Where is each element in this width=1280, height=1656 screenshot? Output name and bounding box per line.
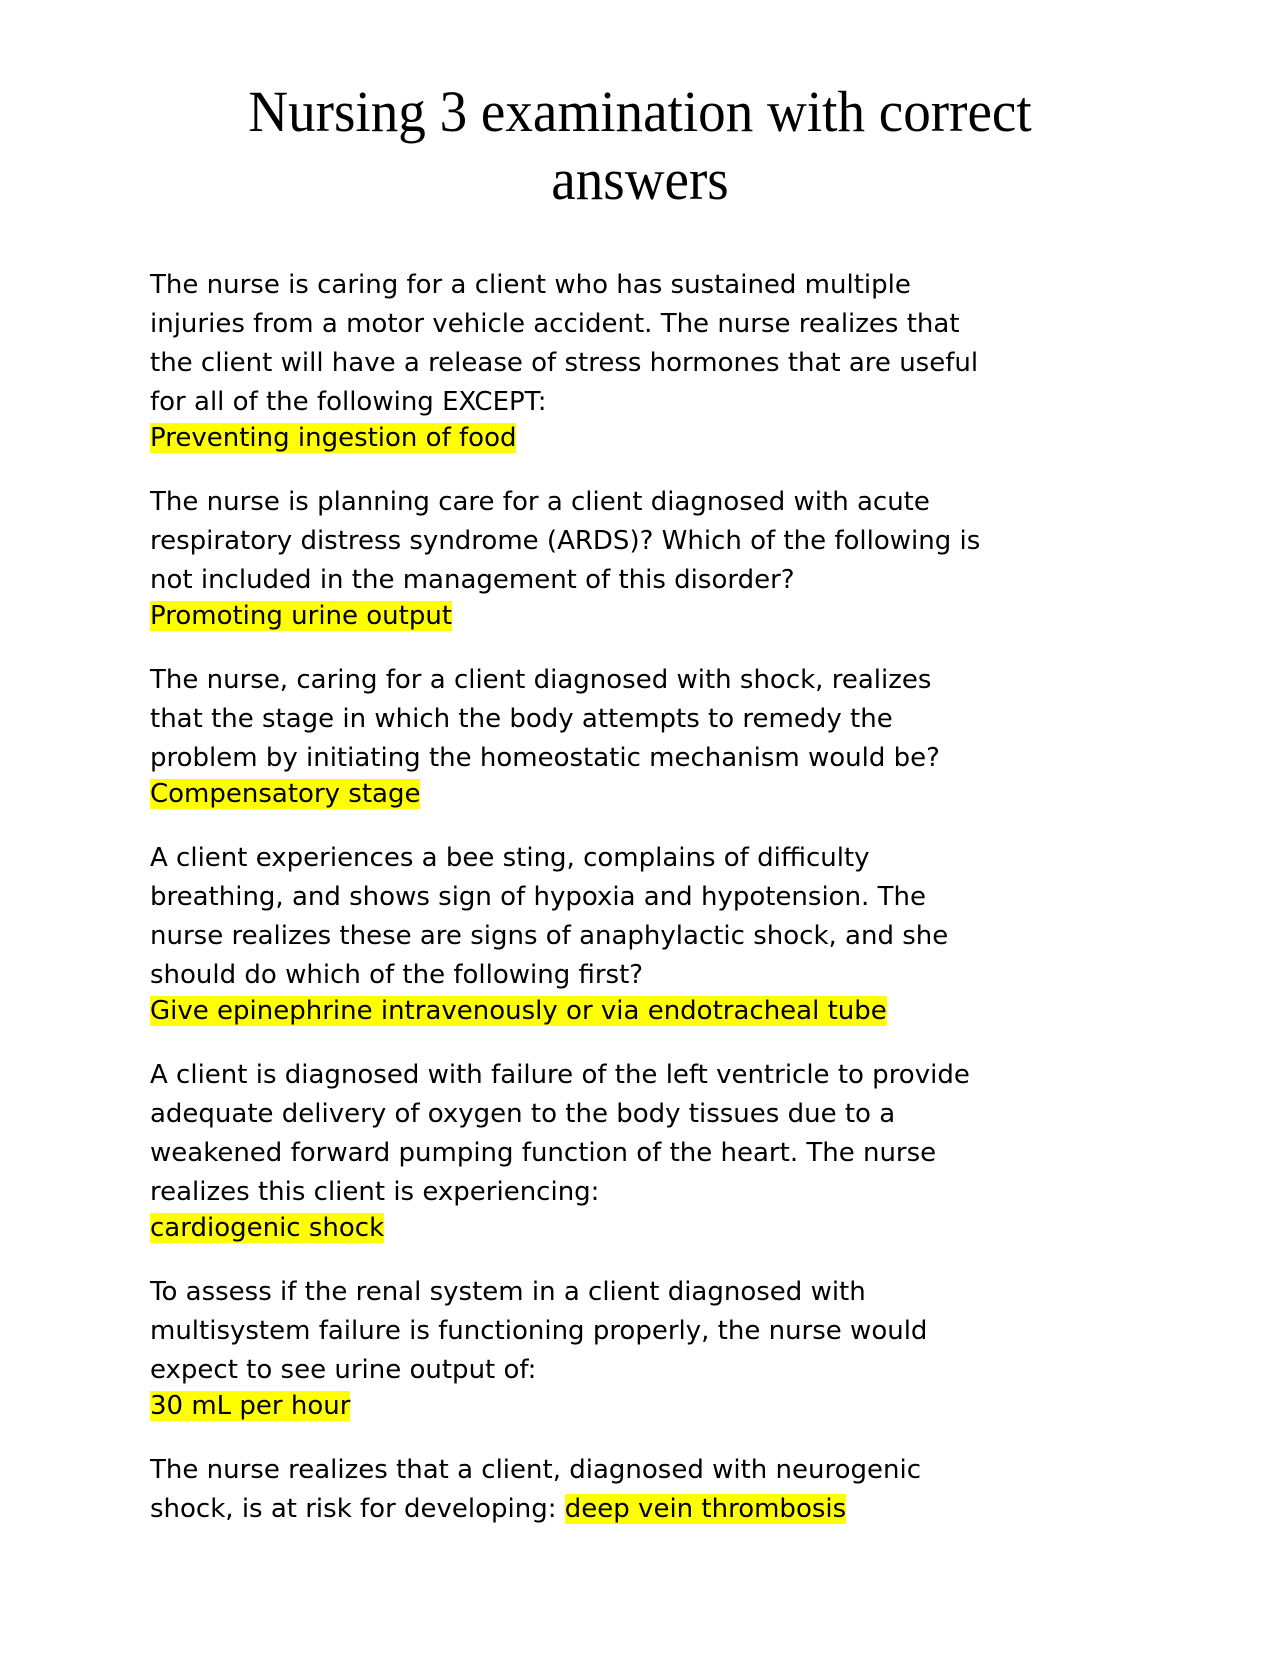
question-text-line	[150, 1056, 1150, 1095]
question-text: the client will have a release of stress hormones that are useful	[150, 348, 979, 378]
question-text-line	[150, 383, 1150, 422]
question-text: The nurse, caring for a client diagnosed with shock, realizes	[150, 665, 932, 695]
question-text-line	[150, 483, 1150, 522]
question-text-line	[150, 1451, 1150, 1490]
document-title	[32, 78, 1248, 214]
question-text: for all of the following EXCEPT:	[150, 387, 547, 417]
question-text: adequate delivery of oxygen to the body tissues due to a	[150, 1099, 896, 1129]
highlighted-answer: Preventing ingestion of food	[150, 423, 517, 453]
question-text: The nurse realizes that a client, diagnosed with neurogenic	[150, 1455, 921, 1485]
question-text-line	[150, 739, 1150, 778]
question-text-line	[150, 839, 1150, 878]
question-text: multisystem failure is functioning properly, the nurse would	[150, 1316, 928, 1346]
highlighted-answer: 30 mL per hour	[150, 1391, 351, 1421]
answer-line	[150, 600, 1150, 633]
question-text-line	[150, 1095, 1150, 1134]
highlighted-answer: cardiogenic shock	[150, 1213, 385, 1243]
question-text-line	[150, 1134, 1150, 1173]
question-text-line	[150, 917, 1150, 956]
question-text-line	[150, 305, 1150, 344]
title-line: answers	[551, 147, 729, 212]
question-text: A client experiences a bee sting, complains of difficulty	[150, 843, 870, 873]
question-text-line	[150, 1273, 1150, 1312]
question-text: breathing, and shows sign of hypoxia and hypotension. The	[150, 882, 926, 912]
question-text: realizes this client is experiencing:	[150, 1177, 600, 1207]
question-text: A client is diagnosed with failure of the left ventricle to provide	[150, 1060, 970, 1090]
question-text: not included in the management of this disorder?	[150, 565, 795, 595]
question-text-line	[150, 661, 1150, 700]
question-text-line	[150, 1490, 1150, 1529]
question-text: problem by initiating the homeostatic mechanism would be?	[150, 743, 940, 773]
question-text: expect to see urine output of:	[150, 1355, 537, 1385]
question-text-line	[150, 700, 1150, 739]
question-text-line	[150, 522, 1150, 561]
question-block	[150, 1451, 1150, 1529]
question-text-line	[150, 956, 1150, 995]
answer-line	[150, 1390, 1150, 1423]
question-text: respiratory distress syndrome (ARDS)? Which of the following is	[150, 526, 981, 556]
question-text-line	[150, 1312, 1150, 1351]
question-block	[150, 839, 1150, 1028]
question-text: should do which of the following first?	[150, 960, 644, 990]
highlighted-answer: deep vein thrombosis	[564, 1494, 847, 1524]
question-text-line	[150, 1351, 1150, 1390]
question-block	[150, 661, 1150, 811]
answer-line	[150, 1212, 1150, 1245]
question-text-line	[150, 344, 1150, 383]
question-text: weakened forward pumping function of the heart. The nurse	[150, 1138, 937, 1168]
question-text: The nurse is caring for a client who has sustained multiple	[150, 270, 911, 300]
question-text-line	[150, 266, 1150, 305]
question-block	[150, 1273, 1150, 1423]
highlighted-answer: Compensatory stage	[150, 779, 421, 809]
question-text: injuries from a motor vehicle accident. The nurse realizes that	[150, 309, 960, 339]
answer-line	[150, 422, 1150, 455]
answer-line	[150, 778, 1150, 811]
question-text: shock, is at risk for developing:	[150, 1494, 557, 1524]
question-block	[150, 483, 1150, 633]
question-block	[150, 1056, 1150, 1245]
highlighted-answer: Give epinephrine intravenously or via endotracheal tube	[150, 996, 887, 1026]
question-text: To assess if the renal system in a client diagnosed with	[150, 1277, 866, 1307]
answer-line	[150, 995, 1150, 1028]
question-text: nurse realizes these are signs of anaphylactic shock, and she	[150, 921, 949, 951]
question-text-line	[150, 878, 1150, 917]
question-text: that the stage in which the body attempts to remedy the	[150, 704, 893, 734]
highlighted-answer: Promoting urine output	[150, 601, 453, 631]
question-text-line	[150, 561, 1150, 600]
question-text: The nurse is planning care for a client diagnosed with acute	[150, 487, 930, 517]
document-body	[150, 266, 1150, 1557]
title-line: Nursing 3 examination with correct	[248, 79, 1032, 144]
question-text-line	[150, 1173, 1150, 1212]
question-block	[150, 266, 1150, 455]
